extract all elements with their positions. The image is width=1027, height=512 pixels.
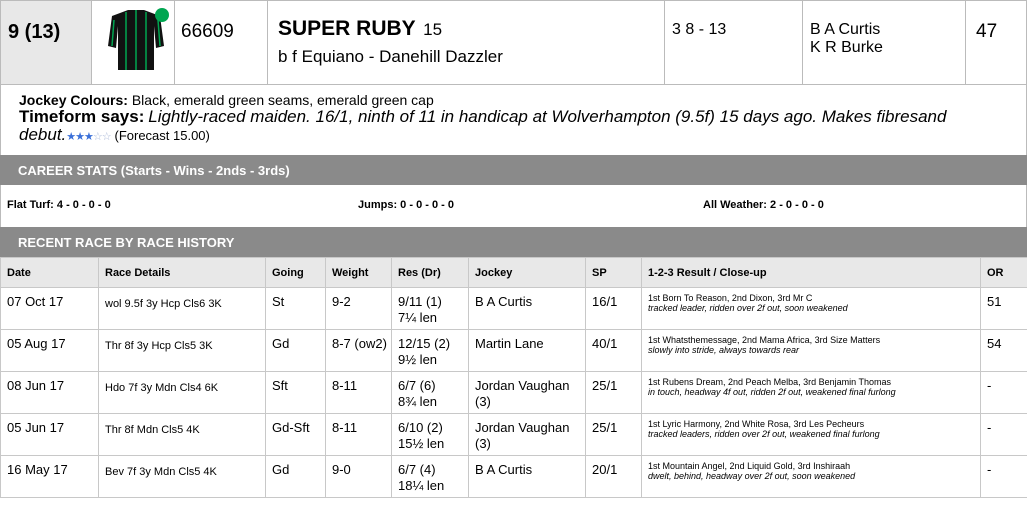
beaten-margin: 9½ len <box>398 352 438 367</box>
official-rating-cell <box>981 414 1027 456</box>
column-header-going: Going <box>266 258 326 288</box>
official-rating-cell <box>981 456 1027 498</box>
result-position-cell <box>392 330 469 372</box>
result-closeup-cell <box>642 414 981 456</box>
horse-id: 66609 <box>181 21 234 42</box>
jockey[interactable]: Martin Lane <box>475 336 544 351</box>
race-history-table <box>0 257 1027 498</box>
career-stats <box>0 185 1027 227</box>
beaten-margin: 18¼ len <box>398 478 445 493</box>
official-rating: - <box>987 378 992 393</box>
race-details-cell <box>99 456 266 498</box>
form-cell <box>665 1 803 84</box>
horse-age: 15 <box>423 20 443 39</box>
result-closeup-cell <box>642 456 981 498</box>
horse-name[interactable]: SUPER RUBY <box>278 17 416 40</box>
race-history-header: RECENT RACE BY RACE HISTORY <box>0 227 1027 257</box>
trainer-name[interactable]: K R Burke <box>810 39 883 56</box>
jockey[interactable]: Jordan Vaughan (3) <box>475 378 570 409</box>
starting-price: 25/1 <box>592 420 618 435</box>
result-closeup: 1st Born To Reason, 2nd Dixon, 3rd Mr C <box>648 293 813 303</box>
close-up-comment: tracked leader, ridden over 2f out, soon weakened <box>648 303 848 313</box>
weight-cell <box>326 288 392 330</box>
star-rating-icon <box>66 131 110 143</box>
horse-id-cell <box>175 1 268 84</box>
table-row[interactable] <box>1 456 1027 498</box>
column-header-weight: Weight <box>326 258 392 288</box>
starting-price: 20/1 <box>592 462 618 477</box>
going-cell <box>266 456 326 498</box>
column-header-or: OR <box>981 258 1027 288</box>
weight: 8-11 <box>332 378 358 393</box>
race-details-cell <box>99 288 266 330</box>
beaten-margin: 8¾ len <box>398 394 438 409</box>
official-rating: 54 <box>987 336 1002 351</box>
jockey[interactable]: Jordan Vaughan (3) <box>475 420 570 451</box>
close-up-comment: slowly into stride, always towards rear <box>648 345 800 355</box>
racing-silks-icon <box>100 6 172 72</box>
flat-turf-stats: Flat Turf: 4 - 0 - 0 - 0 <box>7 199 111 211</box>
weight: 8-7 (ow2) <box>332 336 387 351</box>
column-header-race-details: Race Details <box>99 258 266 288</box>
race-details[interactable]: Bev 7f 3y Mdn Cls5 4K <box>105 466 217 478</box>
starting-price-cell <box>586 414 642 456</box>
column-header-result: Res (Dr) <box>392 258 469 288</box>
timeform-comment: Lightly-raced maiden. 16/1, ninth of 11 in handicap at Wolverhampton (9.5f) 15 days ago. Makes fibresand debut. <box>19 107 947 144</box>
official-rating-cell <box>981 330 1027 372</box>
official-rating: - <box>987 420 992 435</box>
table-row[interactable] <box>1 288 1027 330</box>
official-rating: 47 <box>976 21 998 42</box>
jockey-cell <box>469 372 586 414</box>
weight: 9-0 <box>332 462 351 477</box>
race-date-cell <box>1 414 99 456</box>
going-cell <box>266 288 326 330</box>
weight-cell <box>326 372 392 414</box>
race-date: 05 Jun 17 <box>7 420 65 435</box>
result-position-cell <box>392 414 469 456</box>
race-details-cell <box>99 330 266 372</box>
jockey[interactable]: B A Curtis <box>475 294 533 309</box>
starting-price-cell <box>586 330 642 372</box>
table-row[interactable] <box>1 372 1027 414</box>
weight: 9-2 <box>332 294 351 309</box>
starting-price-cell <box>586 372 642 414</box>
race-date: 05 Aug 17 <box>7 336 66 351</box>
starting-price: 40/1 <box>592 336 618 351</box>
colours-text: Black, emerald green seams, emerald green cap <box>131 92 434 108</box>
weight-cell <box>326 330 392 372</box>
jockey-cell <box>469 288 586 330</box>
race-date-cell <box>1 288 99 330</box>
going: St <box>272 294 285 309</box>
result-position: 9/11 (1) <box>398 294 442 309</box>
race-details[interactable]: Thr 8f 3y Hcp Cls5 3K <box>105 340 213 352</box>
form-figures: 3 8 - 13 <box>672 21 727 38</box>
result-closeup: 1st Lyric Harmony, 2nd White Rosa, 3rd Les Pecheurs <box>648 419 865 429</box>
beaten-margin: 15½ len <box>398 436 445 451</box>
result-closeup: 1st Whatsthemessage, 2nd Mama Africa, 3rd Size Matters <box>648 335 881 345</box>
beaten-margin: 7¼ len <box>398 310 438 325</box>
weight-cell <box>326 414 392 456</box>
going: Gd <box>272 336 290 351</box>
connections-cell <box>803 1 966 84</box>
jockey[interactable]: B A Curtis <box>475 462 533 477</box>
silks-cell <box>92 1 175 84</box>
race-details[interactable]: wol 9.5f 3y Hcp Cls6 3K <box>105 298 222 310</box>
race-details-cell <box>99 414 266 456</box>
jockey-cell <box>469 414 586 456</box>
close-up-comment: tracked leaders, ridden over 2f out, weakened final furlong <box>648 429 880 439</box>
starting-price-cell <box>586 288 642 330</box>
number-draw: 9 (13) <box>8 21 61 43</box>
result-closeup-cell <box>642 288 981 330</box>
result-position-cell <box>392 372 469 414</box>
official-rating: 51 <box>987 294 1002 309</box>
result-closeup: 1st Rubens Dream, 2nd Peach Melba, 3rd Benjamin Thomas <box>648 377 891 387</box>
all-weather-stats: All Weather: 2 - 0 - 0 - 0 <box>703 199 824 211</box>
colours-label: Jockey Colours: <box>19 92 128 108</box>
table-header-row <box>1 258 1027 288</box>
column-header-close-up: 1-2-3 Result / Close-up <box>642 258 981 288</box>
jockey-cell <box>469 330 586 372</box>
jockey-name[interactable]: B A Curtis <box>810 21 881 38</box>
result-position: 6/7 (4) <box>398 462 436 477</box>
stars-filled: ★★★ <box>66 131 93 143</box>
horse-name-cell <box>268 1 665 84</box>
starting-price: 16/1 <box>592 294 618 309</box>
close-up-comment: dwelt, behind, headway over 2f out, soon weakened <box>648 471 856 481</box>
career-stats-header: CAREER STATS (Starts - Wins - 2nds - 3rds) <box>0 155 1027 185</box>
race-date: 08 Jun 17 <box>7 378 65 393</box>
starting-price-cell <box>586 456 642 498</box>
result-position: 6/10 (2) <box>398 420 443 435</box>
weight-cell <box>326 456 392 498</box>
race-details-cell <box>99 372 266 414</box>
result-position: 6/7 (6) <box>398 378 436 393</box>
weight: 8-11 <box>332 420 358 435</box>
race-details[interactable]: Hdo 7f 3y Mdn Cls4 6K <box>105 382 219 394</box>
stars-empty: ☆☆ <box>92 131 111 143</box>
race-date: 07 Oct 17 <box>7 294 64 309</box>
runner-info <box>0 85 1027 155</box>
race-date: 16 May 17 <box>7 462 68 477</box>
column-header-sp: SP <box>586 258 642 288</box>
going: Sft <box>272 378 288 393</box>
race-details[interactable]: Thr 8f Mdn Cls5 4K <box>105 424 200 436</box>
table-row[interactable] <box>1 330 1027 372</box>
result-position-cell <box>392 288 469 330</box>
race-date-cell <box>1 330 99 372</box>
close-up-comment: in touch, headway 4f out, ridden 2f out, weakened final furlong <box>648 387 896 397</box>
result-position: 12/15 (2) <box>398 336 451 351</box>
result-position-cell <box>392 456 469 498</box>
starting-price: 25/1 <box>592 378 618 393</box>
column-header-date: Date <box>1 258 99 288</box>
going-cell <box>266 372 326 414</box>
race-date-cell <box>1 456 99 498</box>
runner-header <box>0 0 1027 85</box>
result-closeup: 1st Mountain Angel, 2nd Liquid Gold, 3rd Inshiraah <box>648 461 851 471</box>
official-rating-cell <box>981 372 1027 414</box>
jockey-cell <box>469 456 586 498</box>
result-closeup-cell <box>642 372 981 414</box>
timeform-label: Timeform says: <box>19 107 145 126</box>
official-rating-cell <box>981 288 1027 330</box>
race-date-cell <box>1 372 99 414</box>
forecast-price: (Forecast 15.00) <box>114 128 210 143</box>
rating-cell <box>966 1 1026 84</box>
jumps-stats: Jumps: 0 - 0 - 0 - 0 <box>358 199 454 211</box>
going-cell <box>266 330 326 372</box>
breeding: b f Equiano - Danehill Dazzler <box>278 47 503 66</box>
going: Gd <box>272 462 290 477</box>
column-header-jockey: Jockey <box>469 258 586 288</box>
table-row[interactable] <box>1 414 1027 456</box>
result-closeup-cell <box>642 330 981 372</box>
official-rating: - <box>987 462 992 477</box>
going-cell <box>266 414 326 456</box>
going: Gd-Sft <box>272 420 310 435</box>
number-draw-cell <box>1 1 92 84</box>
